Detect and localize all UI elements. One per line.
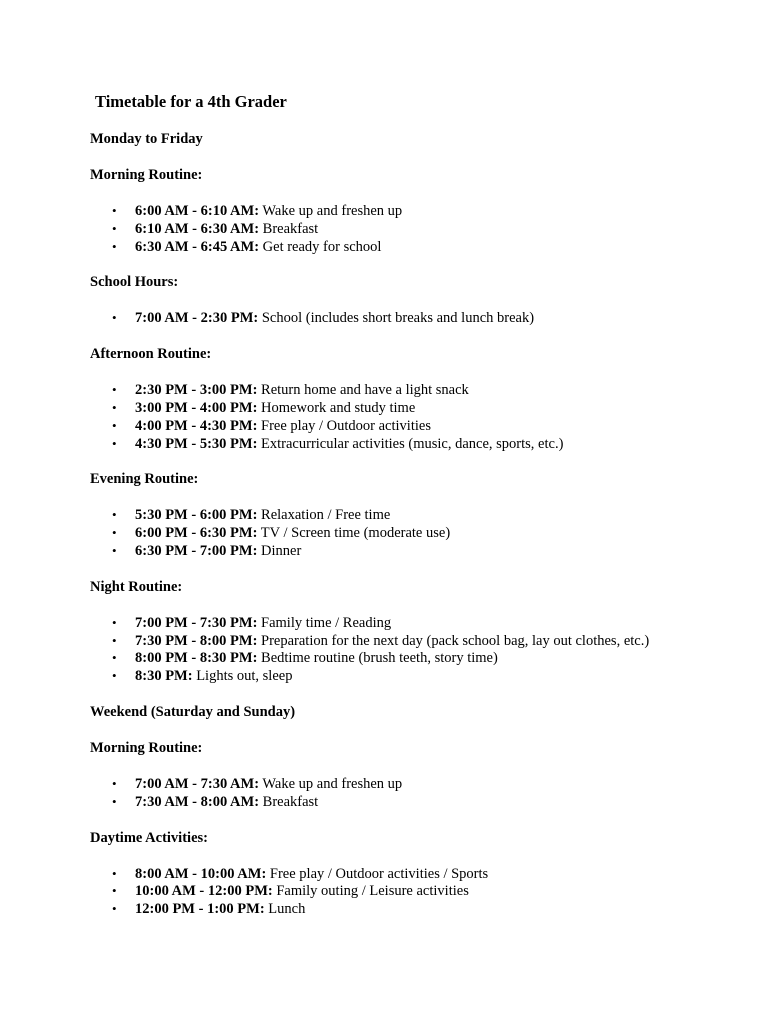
time-range: 6:10 AM - 6:30 AM:: [135, 220, 260, 237]
activity-text: Breakfast: [262, 220, 319, 237]
list-item: [90, 865, 750, 883]
time-range: 6:00 PM - 6:30 PM:: [135, 525, 258, 542]
list-item: [90, 417, 750, 435]
schedule-list: [90, 614, 750, 685]
schedule-list: [90, 775, 750, 811]
activity-text: Extracurricular activities (music, dance, sports, etc.): [261, 435, 564, 452]
bullet-icon: •: [112, 507, 117, 523]
bullet-icon: •: [112, 417, 117, 433]
activity-text: Wake up and freshen up: [262, 775, 403, 792]
spacer: [90, 363, 750, 381]
activity-text: Return home and have a light snack: [261, 382, 469, 399]
spacer: [90, 488, 750, 506]
schedule-list: [90, 381, 750, 452]
time-range: 2:30 PM - 3:00 PM:: [135, 382, 258, 399]
schedule-list: [90, 202, 750, 255]
section-heading: Morning Routine:: [90, 739, 203, 756]
time-range: 12:00 PM - 1:00 PM:: [135, 901, 265, 918]
activity-text: Breakfast: [262, 793, 319, 810]
time-range: 6:30 AM - 6:45 AM:: [135, 238, 260, 255]
bullet-icon: •: [112, 220, 117, 236]
section-heading: School Hours:: [90, 274, 179, 291]
list-item: [90, 435, 750, 453]
time-range: 7:30 PM - 8:00 PM:: [135, 632, 258, 649]
bullet-icon: •: [112, 399, 117, 415]
activity-text: Bedtime routine (brush teeth, story time): [261, 650, 498, 667]
spacer: [90, 291, 750, 309]
time-range: 6:30 PM - 7:00 PM:: [135, 542, 258, 559]
bullet-icon: •: [112, 775, 117, 791]
bullet-icon: •: [112, 614, 117, 630]
bullet-icon: •: [112, 632, 117, 648]
bullet-icon: •: [112, 525, 117, 541]
bullet-icon: •: [112, 542, 117, 558]
bullet-icon: •: [112, 793, 117, 809]
schedule-list: [90, 506, 750, 559]
bullet-icon: •: [112, 203, 117, 218]
section-heading: Afternoon Routine:: [90, 346, 212, 363]
activity-text: Lunch: [268, 901, 306, 918]
schedule-list: [90, 865, 750, 918]
list-item: [90, 667, 750, 685]
bullet-icon: •: [112, 310, 117, 326]
spacer: [90, 721, 750, 739]
timetable-body: [90, 130, 750, 936]
activity-text: Get ready for school: [262, 238, 382, 255]
time-range: 3:00 PM - 4:00 PM:: [135, 399, 258, 416]
spacer: [90, 918, 750, 936]
list-item: [90, 202, 750, 220]
list-item: [90, 882, 750, 900]
activity-text: Lights out, sleep: [196, 668, 293, 685]
bullet-icon: •: [112, 435, 117, 451]
spacer: [90, 757, 750, 775]
time-range: 10:00 AM - 12:00 PM:: [135, 883, 273, 900]
spacer: [90, 255, 750, 273]
bullet-icon: •: [112, 865, 117, 881]
activity-text: Family time / Reading: [261, 614, 392, 631]
activity-text: Homework and study time: [261, 399, 416, 416]
section-heading: Morning Routine:: [90, 167, 203, 183]
spacer: [90, 148, 750, 166]
section-heading: Weekend (Saturday and Sunday): [90, 703, 296, 720]
time-range: 7:00 PM - 7:30 PM:: [135, 614, 258, 631]
list-item: [90, 399, 750, 417]
spacer: [90, 811, 750, 829]
time-range: 7:30 AM - 8:00 AM:: [135, 793, 260, 810]
list-item: [90, 506, 750, 524]
section-heading: Night Routine:: [90, 578, 183, 595]
schedule-list: [90, 309, 750, 327]
activity-text: Family outing / Leisure activities: [276, 883, 469, 900]
bullet-icon: •: [112, 650, 117, 666]
activity-text: Relaxation / Free time: [261, 507, 391, 524]
list-item: [90, 775, 750, 793]
list-item: [90, 614, 750, 632]
bullet-icon: •: [112, 883, 117, 899]
activity-text: Preparation for the next day (pack school bag, lay out clothes, etc.): [261, 632, 650, 649]
bullet-icon: •: [112, 668, 117, 684]
bullet-icon: •: [112, 382, 117, 398]
spacer: [90, 452, 750, 470]
section-heading: Monday to Friday: [90, 131, 203, 147]
time-range: 4:30 PM - 5:30 PM:: [135, 435, 258, 452]
spacer: [90, 596, 750, 614]
time-range: 8:00 AM - 10:00 AM:: [135, 865, 267, 882]
list-item: [90, 238, 750, 256]
time-range: 7:00 AM - 2:30 PM:: [135, 310, 259, 327]
list-item: [90, 524, 750, 542]
list-item: [90, 649, 750, 667]
time-range: 8:00 PM - 8:30 PM:: [135, 650, 258, 667]
activity-text: TV / Screen time (moderate use): [260, 525, 451, 542]
time-range: 7:00 AM - 7:30 AM:: [135, 775, 260, 792]
activity-text: Wake up and freshen up: [262, 203, 403, 219]
spacer: [90, 847, 750, 865]
list-item: [90, 632, 750, 650]
spacer: [90, 560, 750, 578]
time-range: 6:00 AM - 6:10 AM:: [135, 203, 260, 219]
list-item: [90, 309, 750, 327]
section-heading: Evening Routine:: [90, 471, 199, 488]
list-item: [90, 542, 750, 560]
time-range: 8:30 PM:: [135, 668, 193, 685]
bullet-icon: •: [112, 238, 117, 254]
section-heading: Daytime Activities:: [90, 829, 208, 846]
list-item: [90, 220, 750, 238]
spacer: [90, 327, 750, 345]
activity-text: Free play / Outdoor activities: [261, 417, 431, 434]
activity-text: Free play / Outdoor activities / Sports: [269, 865, 489, 882]
page-title: Timetable for a 4th Grader: [95, 92, 287, 111]
spacer: [90, 184, 750, 202]
list-item: [90, 381, 750, 399]
spacer: [90, 685, 750, 703]
time-range: 5:30 PM - 6:00 PM:: [135, 507, 258, 524]
list-item: [90, 900, 750, 918]
bullet-icon: •: [112, 901, 117, 917]
activity-text: School (includes short breaks and lunch break): [261, 310, 535, 327]
activity-text: Dinner: [261, 542, 302, 559]
list-item: [90, 793, 750, 811]
time-range: 4:00 PM - 4:30 PM:: [135, 417, 258, 434]
